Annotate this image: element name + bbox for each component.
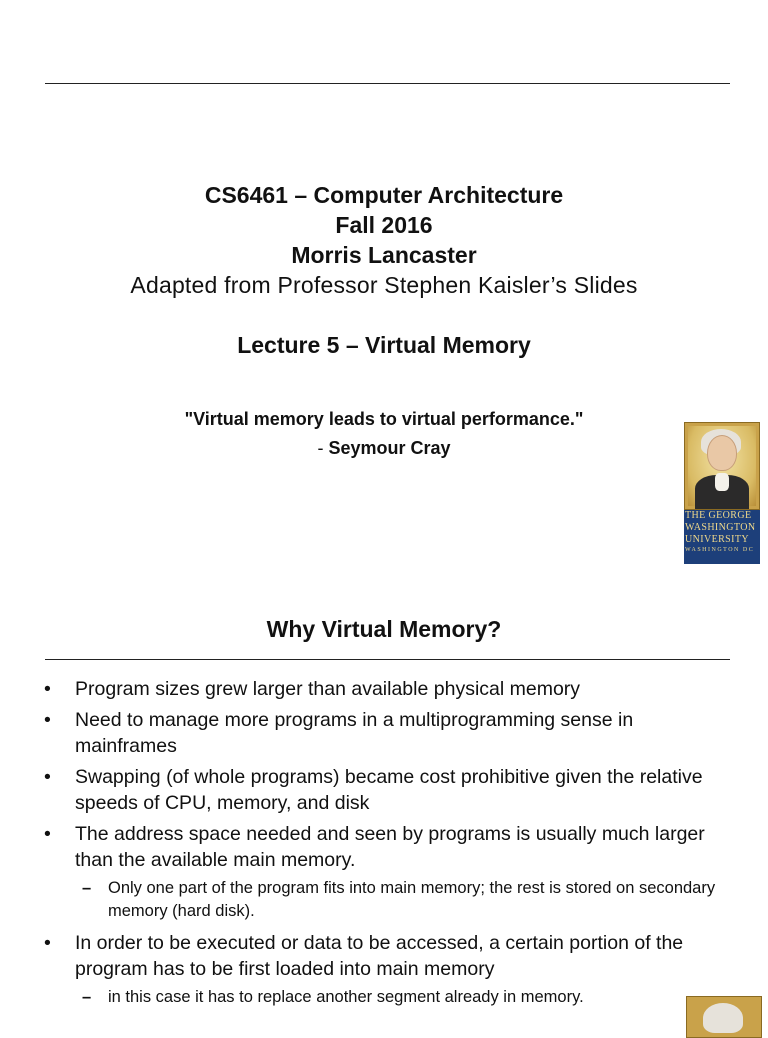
attribution-name: Seymour Cray	[328, 438, 451, 458]
bullet-marker: •	[44, 678, 51, 700]
list-item	[44, 930, 734, 982]
logo-line-3: UNIVERSITY	[685, 534, 749, 545]
logo-line-1: THE GEORGE	[685, 510, 752, 521]
sub-text: in this case it has to replace another segment already in memory.	[108, 988, 584, 1006]
bullet-text: In order to be executed or data to be accessed, a certain portion of the program has to be first loaded into main memory	[75, 932, 684, 980]
bullet-marker: •	[44, 766, 51, 788]
logo-line-2: WASHINGTON	[685, 522, 756, 533]
list-item	[44, 821, 734, 873]
bullet-text: Program sizes grew larger than available physical memory	[75, 678, 581, 700]
adaptation-note: Adapted from Professor Stephen Kaisler’s Slides	[130, 272, 638, 298]
slide-title-block	[0, 180, 768, 300]
quote-attribution	[0, 434, 768, 462]
bullet-text: The address space needed and seen by programs is usually much larger than the available main memory.	[75, 823, 705, 871]
sub-list-item	[44, 877, 734, 923]
sub-marker: –	[82, 988, 92, 1006]
list-item	[44, 707, 734, 759]
bullet-marker: •	[44, 932, 51, 954]
logo-wordmark	[684, 510, 760, 564]
sub-marker: –	[82, 879, 92, 897]
slide2-title: Why Virtual Memory?	[266, 616, 502, 642]
lecture-title: Lecture 5 – Virtual Memory	[237, 332, 531, 358]
sub-text: Only one part of the program fits into main memory; the rest is stored on secondary memory (hard disk).	[108, 879, 716, 920]
gwu-logo	[684, 422, 760, 564]
instructor: Morris Lancaster	[291, 242, 477, 268]
attribution-dash: -	[317, 438, 329, 458]
term: Fall 2016	[335, 212, 433, 238]
list-item	[44, 764, 734, 816]
list-item	[44, 676, 734, 702]
bullet-text: Need to manage more programs in a multiprogramming sense in mainframes	[75, 709, 634, 757]
quote-text: "Virtual memory leads to virtual performance."	[184, 409, 584, 429]
bullet-marker: •	[44, 823, 51, 845]
sub-list-item	[44, 986, 734, 1009]
course-title: CS6461 – Computer Architecture	[204, 182, 564, 208]
bullet-text: Swapping (of whole programs) became cost prohibitive given the relative speeds of CPU, memory, and disk	[75, 766, 703, 814]
bullet-list	[44, 676, 734, 1016]
logo-line-4: WASHINGTON DC	[685, 547, 755, 553]
bullet-marker: •	[44, 709, 51, 731]
top-rule	[45, 83, 730, 84]
portrait-icon	[684, 422, 760, 510]
gwu-logo-partial	[686, 996, 762, 1038]
section-rule	[45, 659, 730, 660]
